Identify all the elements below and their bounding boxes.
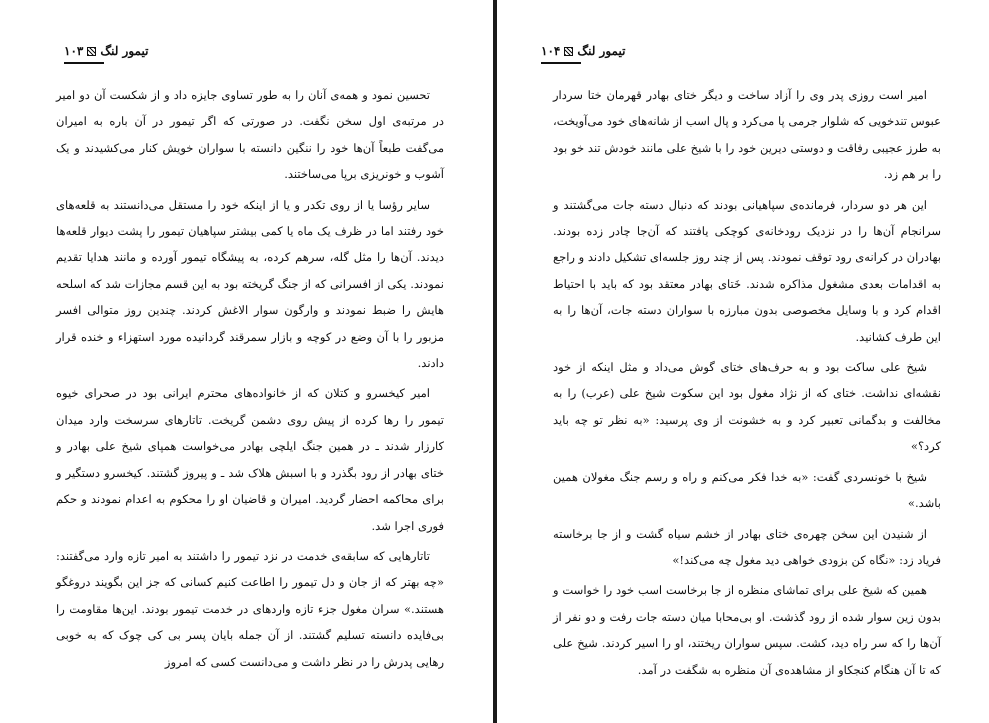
right-page-header xyxy=(541,40,625,62)
left-paragraph: تحسین نمود و همه‌ی آنان را به طور تساوی جایزه داد و از شکست آن دو امیر در مرتبه‌ی اول سخن نگفت. در صورتی که اگر تیمور در آن باره به امیران می‌گفت طبعاً آن‌ها خود را ننگین دانسته با سواران خویش کنار می‌کشیدند و یک آشوب و خونریزی برپا می‌ساختند. xyxy=(56,88,444,182)
left-paragraph: تاتارهایی که سابقه‌ی خدمت در نزد تیمور را داشتند به امیر تازه وارد می‌گفتند: «چه بهتر که از جان و دل تیمور را اطاعت کنیم کسانی که جز این بگویند دروغگو هستند.» سران مغول جزء تازه واردهای در خدمت تیمور بودند. این‌ها مقاومت را بی‌فایده دانسته تسلیم گشتند. از آن جمله بایان پسر بی کی چوک که به خوبی رهایی پدرش را در نظر داشت و می‌دانست کسی که امروز xyxy=(56,548,444,669)
left-body-text xyxy=(56,82,444,679)
right-paragraph: همین که شیخ علی برای تماشای منظره از جا برخاست اسب خود را خواست و بدون زین سوار شده از رود گذشت. او بی‌محابا میان دسته جات رفت و دو نفر از آن‌ها را که سر راه دید، کشت. سپس سواران ریختند، او را اسیر کردند. شیخ علی که تا آن هنگام کنجکاو از مشاهده‌ی آن منظره به شگفت در آمد. xyxy=(553,583,941,677)
right-paragraph: شیخ علی ساکت بود و به حرف‌های ختای گوش می‌داد و مثل اینکه از خود نقشه‌ای نداشت. ختای که از نژاد مغول بود این سکوت شیخ علی (عرب) را به مخالفت و بدگمانی تعبیر کرد و به خشونت از وی پرسید: «به نظر تو چه باید کرد؟» xyxy=(553,360,941,454)
right-paragraph: این هر دو سردار، فرمانده‌ی سپاهیانی بودند که دنبال دسته جات می‌گشتند و سرانجام آن‌ها را در نزدیک رودخانه‌ی کوچکی یافتند که آن‌جا چادر زده بودند. بهادران در کرانه‌ی رود توقف نمودند. پس از چند روز جلسه‌ای تشکیل دادند و راجع به اقدامات بعدی مشغول مذاکره شدند. خَتای بهادر معتقد بود که باید با احتیاط اقدام کرد و با وسایل مخصوصی بدون مبارزه با سواران دسته جات، آن‌ها را به این طرف کشانید. xyxy=(553,197,941,344)
left-page xyxy=(0,0,493,723)
right-header-title: تیمور لنگ xyxy=(577,44,626,58)
right-header-rule xyxy=(541,62,581,64)
left-header-title: تیمور لنگ xyxy=(100,44,149,58)
right-paragraph: امیر است روزی پدر وی را آزاد ساخت و دیگر ختای بهادر قهرمان ختا سردار عبوس تندخویی که شلوار جرمی پا می‌کرد و پال اسب از شانه‌های خود می‌آویخت، به طرز عجیبی رفاقت و دوستی دیرین خود را با شیخ علی مانند خودش تند خو بود را بر هم زد. xyxy=(553,88,941,182)
header-marker-icon xyxy=(564,47,573,56)
left-page-header xyxy=(64,40,148,62)
right-page-number: ۱۰۴ xyxy=(541,44,561,58)
left-paragraph: سایر رؤسا یا از روی تکدر و یا از اینکه خود را مستقل می‌دانستند به قلعه‌های خود رفتند اما در ظرف یک ماه یا کمی بیشتر سپاهیان تیمور را پشت دیوار قلعه‌ها دیدند. آن‌ها را مثل گله، سرهم کرده، به پیشگاه تیمور آورده و مانند هدایا تقدیم نمودند. یکی از افسرانی که از جنگ گریخته بود به این قسم مجازات شد که اسلحه هایش را ضبط نمودند و وارگون سوار الاغش کردند. چندین روز متوالی افسر مزبور را با آن وضع در کوچه و بازار سمرقند گردانیده مورد استهزاء و خنده قرار دادند. xyxy=(56,197,444,371)
right-body-text xyxy=(553,82,941,687)
header-marker-icon xyxy=(87,47,96,56)
left-paragraph: امیر کیخسرو و کتلان که از خانواده‌های محترم ایرانی بود در صحرای خیوه تیمور را رها کرده از پیش روی دشمن گریخت. تاتارهای سرسخت وارد میدان کارزار شدند ـ در همین جنگ ایلچی بهادر می‌خواست همپای شیخ علی بهادر و ختای بهادر از رود بگذرد و با اسبش هلاک شد ـ و پیروز گشتند. کیخسرو دستگیر و برای محاکمه احضار گردید. امیران و قاضیان او را محکوم به اعدام نمودند و حکم فوری اجرا شد. xyxy=(56,386,444,533)
left-header-rule xyxy=(64,62,104,64)
right-paragraph: از شنیدن این سخن چهره‌ی ختای بهادر از خشم سیاه گشت و از جا برخاسته فریاد زد: «نگاه کن بزودی خواهی دید مغول چه می‌کند!» xyxy=(553,526,941,567)
right-page xyxy=(497,0,989,723)
left-page-number: ۱۰۳ xyxy=(64,44,84,58)
right-paragraph: شیخ با خونسردی گفت: «به خدا فکر می‌کنم و راه و رسم جنگ مغولان همین باشد.» xyxy=(553,469,941,511)
